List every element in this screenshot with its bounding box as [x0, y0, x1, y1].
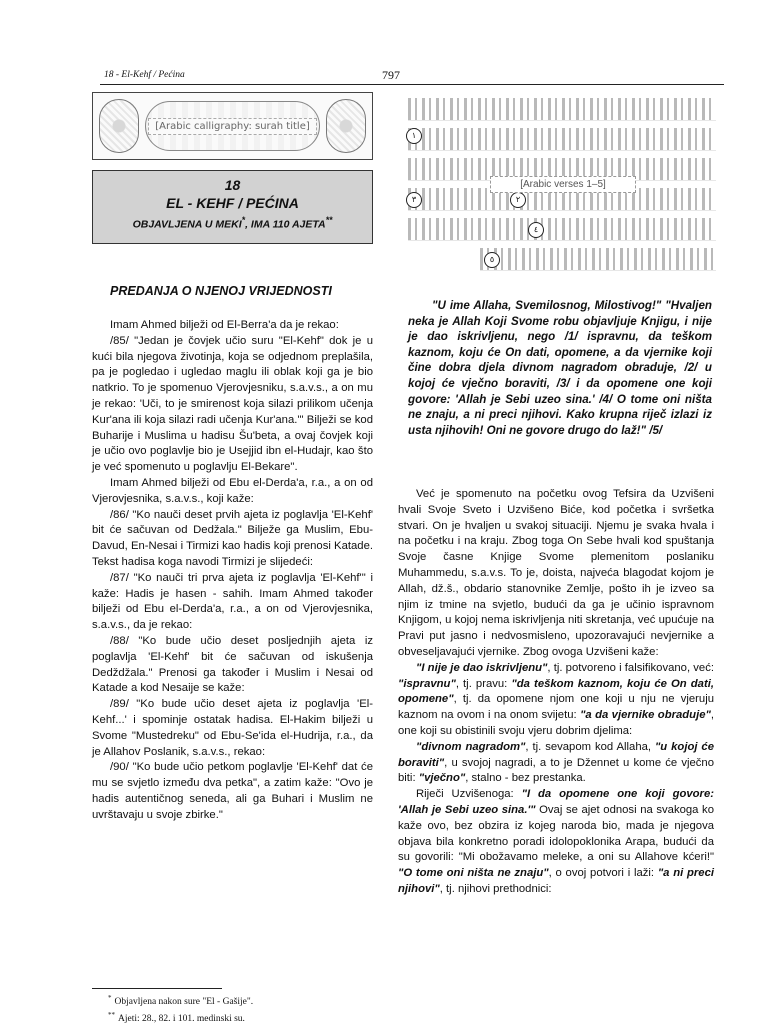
quote: "u kojoj će boraviti" [398, 740, 714, 769]
footnote [108, 1009, 378, 1026]
text: Riječi Uzvišenoga: [416, 788, 522, 801]
paragraph: /88/ "Ko bude učio deset posljednjih ajeta iz poglavlja 'El-Kehf' bit će sačuvan od iskušenja Dedždžala." Prenosi ga također i Muslim i Nesai od Katade a kod Nesaije se kaže: [92, 634, 373, 695]
text: , tj. pravu: [455, 677, 512, 690]
text: , tj. da opomene njom one koji u nju ne vjeruju kaznom na ovom i na onom svijetu: [398, 693, 714, 722]
footnote-mark: ** [325, 215, 333, 225]
footnote-text: Objavljena nakon sure "El - Gašije". [114, 997, 254, 1008]
footnote-mark: * [241, 215, 246, 225]
surah-subtitle [93, 215, 372, 231]
banner-calligraphy [145, 101, 320, 151]
text: , tj. njihovi prethodnici: [439, 882, 552, 895]
paragraph: /85/ "Jedan je čovjek učio suru "El-Kehf" dok je u kući bila njegova životinja, koja se odjednom preplašila, pa je pogledao i ugledao maglu ili oblak koji ga je bio natkrio. To je spomenuo Vjerovjesniku, s.a.v.s., a on mu je rekao: 'Uči, to je smirenost koja silazi prilikom učenja Kur'ana ili koja silazi radi učenja Kur'ana.'" Bilježi se kod Buharije i Muslima u hadisu Šu'beta, a ovaj čovjek koji je učio ovo poglavlje bio je Usejjid ibn el-Hudajr, kao što je već spomenuto u poglavlju El-Bekare". [92, 334, 373, 474]
verse-line [408, 218, 716, 241]
subtitle-rest: , IMA 110 AJETA [245, 218, 326, 231]
left-column [92, 318, 373, 824]
paragraph [398, 661, 714, 740]
verse-number-marker: ٣ [406, 192, 422, 208]
verse-line [408, 128, 716, 151]
quote: "I da opomene one koji govore: 'Allah je Sebi uzeo sina.'" [398, 788, 715, 816]
text: , tj. sevapom kod Allaha, [525, 740, 655, 753]
footnote [108, 992, 378, 1009]
quote: "vječno" [418, 772, 466, 785]
surah-title-banner [92, 92, 373, 160]
paragraph: /89/ "Ko bude učio deset ajeta iz poglavlja 'El-Kehf...' i spominje ostatak hadisa. El-Hakim bilježi u Svome "Mustedreku" od Ebu-Se'ida el-Hudrija, r.a., da je Allahov Poslanik, s.a.v.s., rekao: [92, 698, 373, 758]
paragraph: /87/ "Ko nauči tri prva ajeta iz poglavlja 'El-Kehf'" i kaže: Hadis je hasen - sahih. Imam Ahmed također bilježi od Ebu el-Derda'a, r.a., a on od Vjerovjesnika, s.a.v.s., da je rekao: [92, 571, 373, 632]
paragraph [398, 740, 714, 787]
text: Ovaj se ajet odnosi na svakoga ko kaže ovo, bez obzira iz kojeg naroda bio, mada je njegova objava bila konkretno poradi idolopoklonika Arapa, budući da su govorili: "Mi obožavamo meleke, a oni su Allahove kćeri!" [398, 803, 714, 864]
running-head: 18 - El-Kehf / Pećina [104, 70, 185, 80]
paragraph: Već je spomenuto na početku ovog Tefsira da Uzvišeni hvali Svoje Sveto i Uzvišeno Biće, kod početka i svršetka stvari. On je hvaljen u svakoj situaciji. Njemu je svaka hvala i na početku i na kraju. Zbog toga On Sebe hvali kod spuštanja Svoje časne Knjige Svome plemenitom poslaniku Muhammedu, s.a.v.s. To je, doista, najveća blagodat kojom je Allah, dž.š., obdario stanovnike Zemlje, pošto ih je izveo sa njim iz tmine na svjetlo, budući da ga je učinio ispravnom Knjigom, u kojoj nema iskrivljenja niti skretanja, već upućuje na Pravi put jasno i nedvosmisleno, upozoravajući nevjernike a obveseljavajući vjernike. Zbog ovoga Uzvišeni kaže: [398, 488, 714, 658]
ornament-icon [326, 99, 366, 153]
quote: "I nije je dao iskrivljenu" [416, 661, 548, 674]
right-column [398, 487, 714, 898]
verse-translation [408, 298, 712, 438]
text: , one koji su obistinili svoju vjeru dobrim djelima: [398, 709, 714, 737]
page-header [100, 70, 724, 85]
verse-number-marker: ٤ [528, 222, 544, 238]
ornament-icon [99, 99, 139, 153]
arabic-title-placeholder: [Arabic calligraphy: surah title] [148, 118, 317, 135]
quote: "ispravnu" [398, 677, 456, 690]
quote: "da teškom kaznom, koju će On dati, opomene" [398, 677, 714, 706]
verse-number-marker: ٢ [510, 192, 526, 208]
surah-title-box [92, 170, 373, 244]
text: , o ovoj potvori i laži: [548, 867, 658, 880]
paragraph: Imam Ahmed bilježi od El-Berra'a da je rekao: [110, 319, 339, 331]
quote: "a ni preci njihovi" [398, 867, 714, 895]
translation-text: "U ime Allaha, Svemilosnog, Milostivog!" "Hvaljen neka je Allah Koji Svome robu objavljuje Knjigu, i nije je dao iskrivljenu, nego /1/ ispravnu, da teškom kaznom, koju će On dati, opomene, a da vjernike koji čine dobra djela divnom nagradom obraduje, /2/ u kojoj će vječno boraviti, /3/ i da opomene one koji govore: 'Allah je Sebi uzeo sina.' /4/ O tome oni ništa ne znaju, a ni preci njihovi. Kako krupna riječ izlazi iz usta njihovih! Oni ne govore drugo do laž!" /5/ [408, 299, 712, 437]
quote: "divnom nagradom" [416, 740, 526, 753]
footnote-mark: ** [108, 1011, 115, 1020]
arabic-verses [400, 92, 724, 284]
subtitle-text: OBJAVLJENA U MEKI [132, 218, 242, 231]
footnote-text: Ajeti: 28., 82. i 101. medinski su. [118, 1014, 245, 1025]
surah-name: EL - KEHF / PEĆINA [166, 195, 299, 211]
section-heading: PREDANJA O NJENOJ VRIJEDNOSTI [110, 284, 332, 298]
verse-line [480, 248, 716, 271]
footnote-mark: * [108, 994, 112, 1002]
verse-number-marker: ١ [406, 128, 422, 144]
quote: "a da vjernike obraduje" [580, 709, 711, 722]
arabic-verses-placeholder: [Arabic verses 1–5] [490, 176, 636, 193]
footnotes [108, 992, 378, 1026]
text: , stalno - bez prestanka. [465, 772, 586, 785]
paragraph: /90/ "Ko bude učio petkom poglavlje 'El-Kehf' dat će mu se svjetlo između dva petka", a zatim kaže: "Ovo je hadis autentičnog seneda, ali ga Buhari i Muslim ne uvrštavaju u svoje zbirke." [92, 761, 373, 821]
verse-number-marker: ٥ [484, 252, 500, 268]
text: , tj. potvoreno i falsifikovano, već: [547, 661, 714, 674]
paragraph [398, 787, 714, 898]
page-number: 797 [382, 68, 400, 82]
text: , u svojoj nagradi, a to je Džennet u kome će vječno biti: [398, 756, 714, 785]
footnote-divider [92, 988, 222, 989]
paragraph: /86/ "Ko nauči deset prvih ajeta iz poglavlja 'El-Kehf' bit će sačuvan od Dedžala." Bilježe ga Muslim, Ebu-Davud, En-Nesai i Tirmizi kao hadis koji prenosi Katade. Tekst hadisa koga navodi Tirmizi je slijedeći: [92, 508, 373, 568]
surah-number: 18 [224, 177, 241, 193]
quote: "O tome oni ništa ne znaju" [398, 867, 549, 880]
verse-line [408, 98, 716, 121]
paragraph: Imam Ahmed bilježi od Ebu el-Derda'a, r.a., a on od Vjerovjesnika, s.a.v.s., koji kaže: [92, 476, 373, 505]
